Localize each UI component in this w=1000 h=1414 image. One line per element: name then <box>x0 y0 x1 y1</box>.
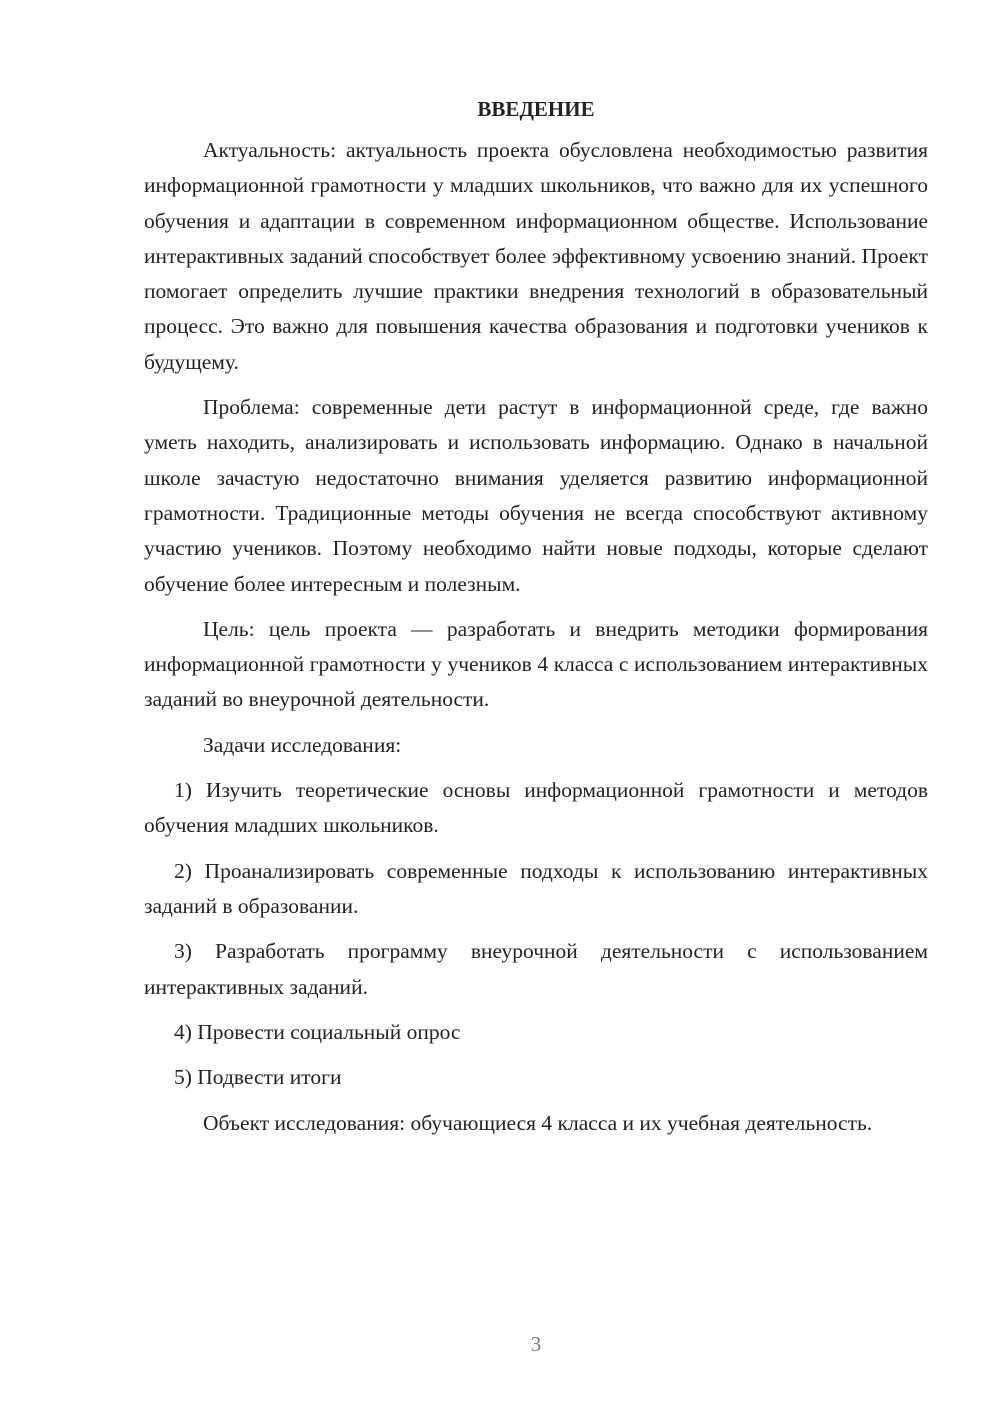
problem-paragraph: Проблема: современные дети растут в информационной среде, где важно уметь находить, анализировать и использовать информацию. Однако в начальной школе зачастую недостаточно внимания уделяется развитию информационной грамотности. Традиционные методы обучения не всегда способствуют активному участию учеников. Поэтому необходимо найти новые подходы, которые сделают обучение более интересным и полезным. <box>144 395 928 596</box>
task-item-5: 5) Подвести итоги <box>174 1065 342 1090</box>
task-item-3: 3) Разработать программу внеурочной деятельности с использованием интерактивных заданий. <box>144 939 928 999</box>
task-item-1: 1) Изучить теоретические основы информационной грамотности и методов обучения младших школьников. <box>144 778 928 838</box>
relevance-paragraph: Актуальность: актуальность проекта обусловлена необходимостью развития информационной грамотности у младших школьников, что важно для их успешного обучения и адаптации в современном информационном обществе. Использование интерактивных заданий способствует более эффективному усвоению знаний. Проект помогает определить лучшие практики внедрения технологий в образовательный процесс. Это важно для повышения качества образования и подготовки учеников к будущему. <box>144 138 928 374</box>
object-paragraph: Объект исследования: обучающиеся 4 класса и их учебная деятельность. <box>203 1111 873 1136</box>
tasks-title: Задачи исследования: <box>203 732 402 757</box>
task-item-2: 2) Проанализировать современные подходы к использованию интерактивных заданий в образовании. <box>144 858 928 918</box>
task-item-4: 4) Провести социальный опрос <box>174 1019 461 1044</box>
section-heading: ВВЕДЕНИЕ <box>477 97 595 121</box>
page-content <box>144 92 928 1152</box>
goal-paragraph: Цель: цель проекта — разработать и внедрить методики формирования информационной грамотности у учеников 4 класса с использованием интерактивных заданий во внеурочной деятельности. <box>144 616 928 712</box>
page-number: 3 <box>530 1332 542 1356</box>
